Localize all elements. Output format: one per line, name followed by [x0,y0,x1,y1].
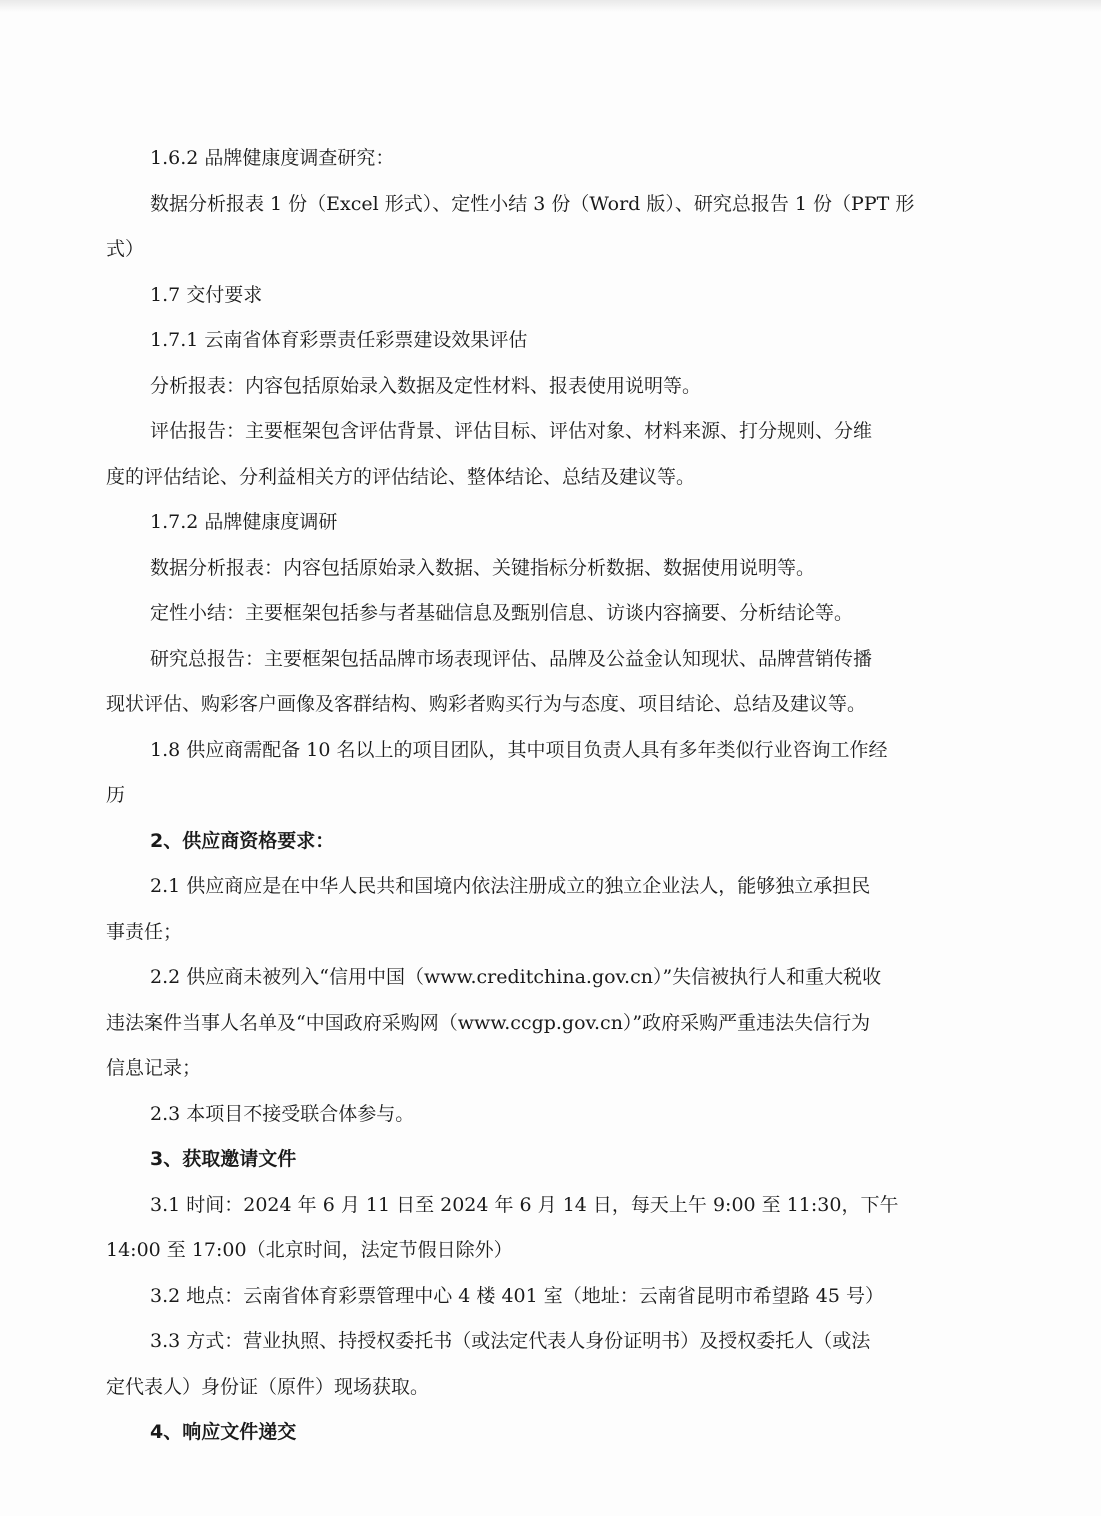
paragraph-line: 1.8 供应商需配备 10 名以上的项目团队，其中项目负责人具有多年类似行业咨询工作经 [150,738,888,761]
paragraph-line: 事责任； [106,920,183,943]
subsection-heading-1-7: 1.7 交付要求 [150,283,263,306]
paragraph-line: 数据分析报表：内容包括原始录入数据、关键指标分析数据、数据使用说明等。 [150,556,816,579]
paragraph-line: 式） [106,238,145,260]
paragraph-line: 历 [106,784,126,806]
paragraph-line: 2.3 本项目不接受联合体参与。 [150,1102,415,1125]
paragraph-line: 现状评估、购彩客户画像及客群结构、购彩者购买行为与态度、项目结论、总结及建议等。 [106,693,867,715]
paragraph-line: 定代表人）身份证（原件）现场获取。 [106,1375,430,1398]
section-heading-3: 3、获取邀请文件 [150,1148,297,1170]
paragraph-line: 3.2 地点：云南省体育彩票管理中心 4 楼 401 室（地址：云南省昆明市希望路 45 号） [150,1284,885,1307]
document-body [106,136,998,1456]
subsection-heading-1-6-2: 1.6.2 品牌健康度调查研究： [150,147,395,169]
paragraph-line: 3.3 方式：营业执照、持授权委托书（或法定代表人身份证明书）及授权委托人（或法 [150,1330,871,1352]
paragraph-line: 信息记录； [106,1057,202,1079]
subsection-heading-1-7-1: 1.7.1 云南省体育彩票责任彩票建设效果评估 [150,329,528,351]
section-heading-2: 2、供应商资格要求： [150,829,335,852]
paragraph-line: 定性小结：主要框架包括参与者基础信息及甄别信息、访谈内容摘要、分析结论等。 [150,602,854,624]
paragraph-line: 违法案件当事人名单及“中国政府采购网（www.ccgp.gov.cn）”政府采购严重违法失信行为 [106,1011,871,1034]
paragraph-line: 分析报表：内容包括原始录入数据及定性材料、报表使用说明等。 [150,374,702,397]
paragraph-line: 14:00 至 17:00（北京时间，法定节假日除外） [106,1239,513,1261]
paragraph-line: 2.1 供应商应是在中华人民共和国境内依法注册成立的独立企业法人，能够独立承担民 [150,875,871,897]
paragraph-line: 数据分析报表 1 份（Excel 形式）、定性小结 3 份（Word 版）、研究总报告 1 份（PPT 形 [150,192,915,215]
paragraph-line: 2.2 供应商未被列入“信用中国（www.creditchina.gov.cn）”失信被执行人和重大税收 [150,966,882,988]
subsection-heading-1-7-2: 1.7.2 品牌健康度调研 [150,511,338,533]
scan-edge-shade [0,0,1101,12]
paragraph-line: 3.1 时间：2024 年 6 月 11 日至 2024 年 6 月 14 日，每天上午 9:00 至 11:30，下午 [150,1193,899,1216]
paragraph-line: 度的评估结论、分利益相关方的评估结论、整体结论、总结及建议等。 [106,465,696,488]
paragraph-line: 评估报告：主要框架包含评估背景、评估目标、评估对象、材料来源、打分规则、分维 [150,420,873,442]
section-heading-4: 4、响应文件递交 [150,1421,297,1443]
paragraph-line: 研究总报告：主要框架包括品牌市场表现评估、品牌及公益金认知现状、品牌营销传播 [150,647,873,670]
